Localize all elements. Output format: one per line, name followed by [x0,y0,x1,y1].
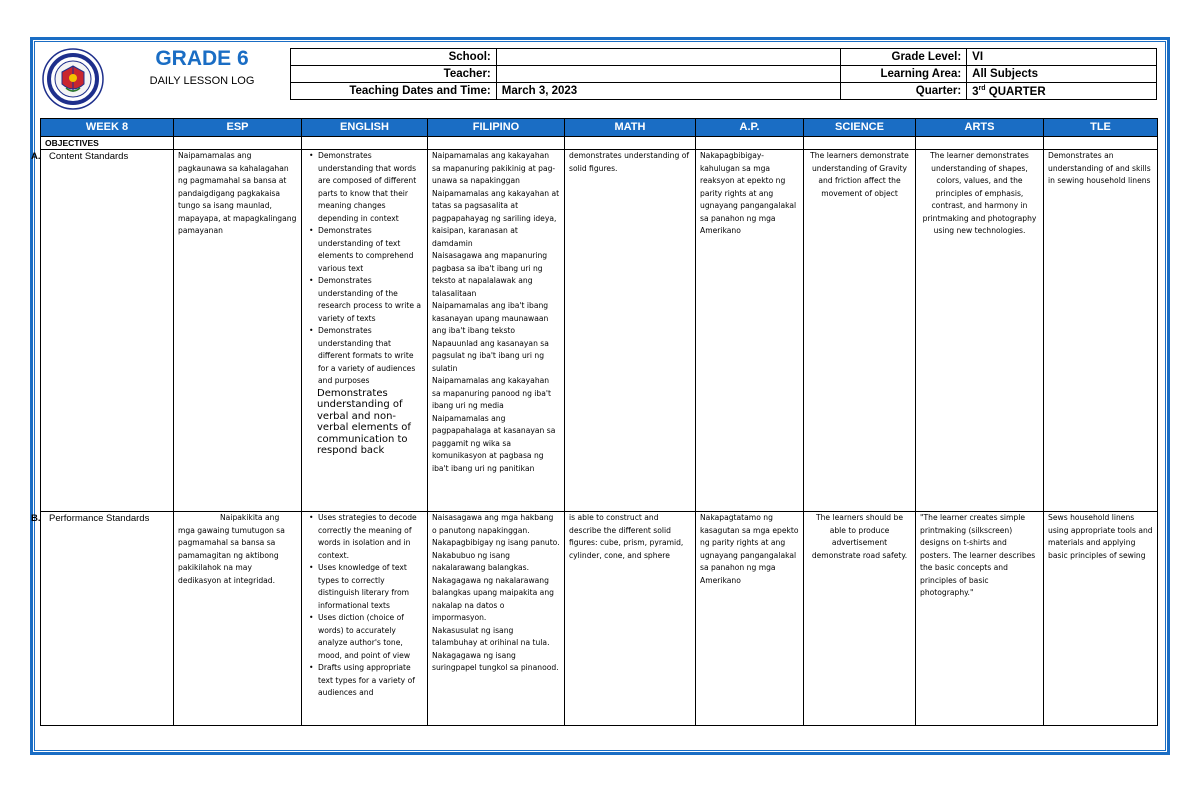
performance-ap-cell[interactable] [696,512,804,726]
col-header-week: WEEK 8 [41,119,174,137]
list-item: • Uses strategies to decode correctly the meaning of words in isolation and in context. [318,512,423,562]
performance-science-text: The learners should be able to produce advertisement demonstrate road safety. [811,513,908,560]
list-item: Naipamamalas ang kakayahan sa mapanuring panood ng iba't ibang uri ng media [432,376,551,410]
list-item: Nakagagawa ng isang suringpapel tungkol sa pinanood. [432,650,559,672]
col-header-math: MATH [565,119,696,137]
learning-area-field[interactable]: All Subjects [967,66,1157,83]
learning-area-label: Learning Area: [841,66,967,83]
list-item: Naisasagawa ang mga hakbang o panutong napakinggan. [432,513,554,535]
col-header-science: SCIENCE [804,119,916,137]
section-title: Performance Standards [49,513,150,524]
list-item: Naisasagawa ang mapanuring pagbasa sa iba't ibang uri ng teksto at napalalawak ang talasalitaan [432,251,548,298]
col-header-english: ENGLISH [302,119,428,137]
performance-arts-text: "The learner creates simple printmaking (silkscreen) designs on t-shirts and posters. The learner describes the basic concepts and principles of basic photography." [920,513,1036,597]
performance-filipino-cell[interactable] [428,512,565,726]
list-item: Nakasusulat ng isang talambuhay at orihinal na tula. [432,625,550,647]
list-item: Naipamamalas ang pagpapahalaga at kasanayan sa paggamit ng wika sa komunikasyon at pagbasa ng iba't ibang uri ng panitikan [432,413,556,473]
col-header-esp: ESP [174,119,302,137]
list-item: • Uses knowledge of text types to correctly distinguish literary from informational texts [318,562,423,612]
performance-standards-row [41,512,1158,726]
list-item: Naipamamalas ang iba't ibang kasanayan upang maunawaan ang iba't ibang teksto [432,301,549,335]
col-header-arts: ARTS [916,119,1044,137]
objectives-label: OBJECTIVES [41,137,174,150]
header-info-table [290,48,1157,100]
list-item: • Demonstrates understanding of text elements to comprehend various text [318,225,423,275]
col-header-ap: A.P. [696,119,804,137]
quarter-text: QUARTER [988,85,1046,98]
content-math-text: demonstrates understanding of solid figures. [569,151,690,173]
quarter-label: Quarter: [841,83,967,100]
content-english-cell[interactable] [302,150,428,512]
performance-standards-label [31,512,174,726]
lesson-log-table [31,118,1158,726]
teacher-field[interactable] [496,66,841,83]
list-item: Napauunlad ang kasanayan sa pagsulat ng iba't ibang uri ng sulatin [432,338,549,373]
section-letter: A. [31,151,41,162]
content-math-cell[interactable] [565,150,696,512]
section-title: Content Standards [49,151,129,162]
list-item: Nakabubuo ng isang nakalarawang balangkas. [432,550,529,572]
list-item: • Uses diction (choice of words) to accurately analyze author's tone, mood, and point of view [318,612,423,662]
performance-english-list [306,512,423,700]
content-science-cell[interactable] [804,150,916,512]
list-item: Naipamamalas ang kakayahan sa mapanuring pakikinig at pag-unawa sa napakinggan [432,151,556,185]
objectives-cell[interactable] [565,137,696,150]
list-item: • Demonstrates understanding of the research process to write a variety of texts [318,275,423,325]
content-english-list [306,150,423,388]
content-filipino-cell[interactable] [428,150,565,512]
deped-seal-icon [42,48,104,110]
performance-arts-cell[interactable] [916,512,1044,726]
content-arts-text: The learner demonstrates understanding of shapes, colors, values, and the principles of emphasis, contrast, and harmony in printmaking and photography using new technologies. [922,151,1037,235]
header-row-school [291,49,1157,66]
list-item: Nakapagbibigay ng isang panuto. [432,538,560,547]
section-letter: B. [31,513,41,524]
teacher-label: Teacher: [291,66,497,83]
list-item: • Demonstrates understanding that words are composed of different parts to know that their meaning changes depending in context [318,150,423,225]
content-tle-cell[interactable] [1044,150,1158,512]
quarter-field[interactable] [967,83,1157,100]
performance-esp-text: Naipakikita ang mga gawaing tumutugon sa pagmamahal sa bansa sa pamamagitan ng aktibong pakikilahok na may dedikasyon at integridad. [178,513,285,585]
quarter-ordinal: rd [978,84,986,92]
performance-esp-cell[interactable] [174,512,302,726]
content-tle-text: Demonstrates an understanding of and skills in sewing household linens [1048,151,1151,185]
teaching-dates-field[interactable]: March 3, 2023 [496,83,841,100]
content-ap-cell[interactable] [696,150,804,512]
objectives-cell[interactable] [916,137,1044,150]
content-english-extra: Demonstrates understanding of verbal and non-verbal elements of communication to respond back [317,387,411,456]
col-header-filipino: FILIPINO [428,119,565,137]
content-standards-row [41,150,1158,512]
content-esp-cell[interactable] [174,150,302,512]
quarter-number: 3 [972,85,979,98]
grade-title: GRADE 6 [155,47,249,70]
grade-level-label: Grade Level: [841,49,967,66]
performance-science-cell[interactable] [804,512,916,726]
objectives-cell[interactable] [804,137,916,150]
performance-english-cell[interactable] [302,512,428,726]
list-item: • Demonstrates understanding that different formats to write for a variety of audiences and purposes [318,325,423,388]
objectives-cell[interactable] [428,137,565,150]
performance-math-text: is able to construct and describe the different solid figures: cube, prism, pyramid, cylinder, cone, and sphere [569,513,684,560]
performance-tle-cell[interactable] [1044,512,1158,726]
col-header-tle: TLE [1044,119,1158,137]
school-field[interactable] [496,49,841,66]
performance-math-cell[interactable] [565,512,696,726]
content-arts-cell[interactable] [916,150,1044,512]
objectives-row [41,137,1158,150]
performance-tle-text: Sews household linens using appropriate tools and materials and applying basic principles of sewing [1048,513,1153,560]
content-standards-label [31,150,174,512]
daily-lesson-log-title: DAILY LESSON LOG [149,75,255,87]
content-esp-text: Naipamamalas ang pagkaunawa sa kahalagahan ng pagmamahal sa bansa at pandaigdigang pagkakaisa tungo sa isang maunlad, mapayapa, at mapagkalingang pamayanan [178,151,297,235]
teaching-dates-label: Teaching Dates and Time: [291,83,497,100]
list-item: Nakagagawa ng nakalarawang balangkas upang maipakita ang nakalap na datos o impormasyon. [432,575,554,622]
list-item: • Drafts using appropriate text types for a variety of audiences and [318,662,423,700]
header-row-dates [291,83,1157,100]
column-header-row [41,119,1158,137]
grade-level-field[interactable]: VI [967,49,1157,66]
objectives-cell[interactable] [174,137,302,150]
content-science-text: The learners demonstrate understanding of Gravity and friction affect the movement of object [810,151,909,198]
objectives-cell[interactable] [696,137,804,150]
school-label: School: [291,49,497,66]
performance-ap-text: Nakapagtatamo ng kasagutan sa mga epekto ng parity rights at ang ugnayang pangangalakal sa panahon ng mga Amerikano [700,513,799,585]
content-ap-text: Nakapagbibigay-kahulugan sa mga reaksyon at epekto ng parity rights at ang ugnayang pangangalakal sa panahon ng mga Amerikano [700,151,797,235]
objectives-cell[interactable] [1044,137,1158,150]
header-row-teacher [291,66,1157,83]
list-item: Naipamamalas ang kakayahan at tatas sa pagsasalita at pagpapahayag ng sariling ideya, kaisipan, karanasan at damdamin [432,188,560,248]
objectives-cell[interactable] [302,137,428,150]
